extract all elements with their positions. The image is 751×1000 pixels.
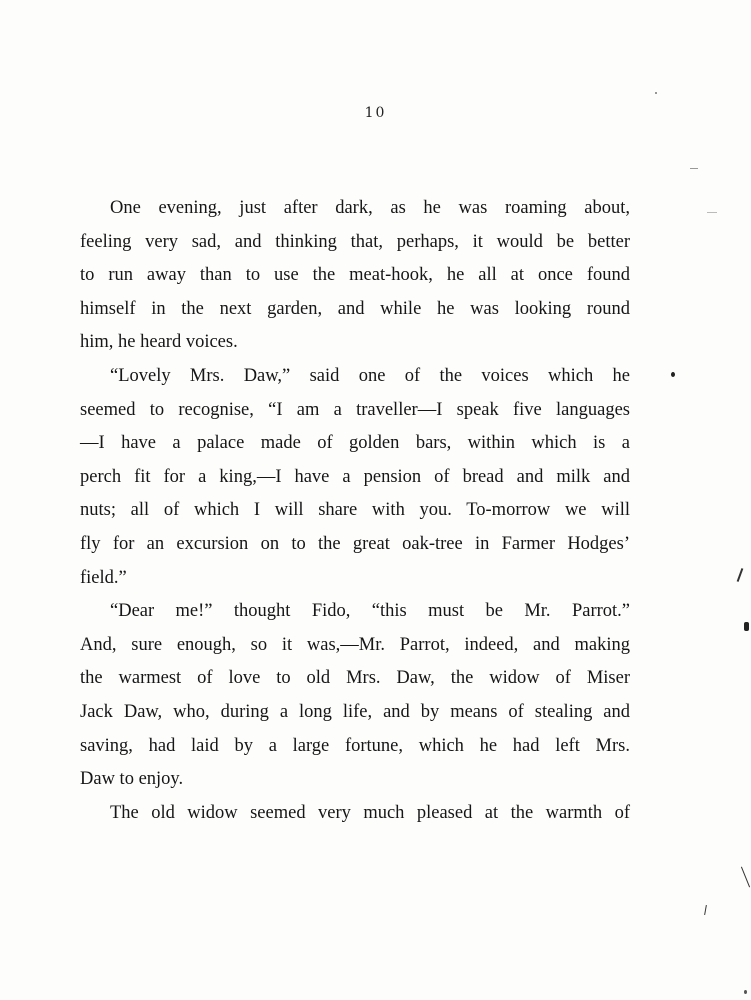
text-line: the warmest of love to old Mrs. Daw, the widow of Miser (80, 668, 630, 689)
scan-mark (741, 867, 750, 888)
page-number: 10 (364, 105, 387, 121)
text-line: “Lovely Mrs. Daw,” said one of the voices which he (110, 365, 630, 386)
scan-mark (690, 168, 698, 169)
text-line: field.” (80, 567, 127, 588)
text-line: —I have a palace made of golden bars, within which is a (80, 433, 630, 454)
scan-speck (671, 372, 675, 377)
body-text (80, 192, 630, 830)
text-line: feeling very sad, and thinking that, perhaps, it would be better (80, 231, 630, 252)
scan-speck (655, 92, 657, 94)
text-line: himself in the next garden, and while he was looking round (80, 298, 630, 319)
text-line: “Dear me!” thought Fido, “this must be Mr. Parrot.” (110, 601, 630, 622)
scan-mark (737, 568, 744, 582)
scan-speck (744, 990, 747, 994)
text-line: And, sure enough, so it was,—Mr. Parrot, indeed, and making (80, 634, 630, 655)
scan-speck (744, 622, 749, 631)
text-line: Daw to enjoy. (80, 769, 184, 790)
text-line: nuts; all of which I will share with you. To-morrow we will (80, 500, 630, 521)
text-line: fly for an excursion on to the great oak-tree in Farmer Hodges’ (80, 533, 630, 554)
text-line: One evening, just after dark, as he was roaming about, (110, 198, 630, 218)
text-line: him, he heard voices. (80, 332, 238, 353)
scan-mark (707, 212, 717, 213)
text-line: The old widow seemed very much pleased at the warmth of (110, 802, 630, 823)
text-line: saving, had laid by a large fortune, which he had left Mrs. (80, 735, 630, 756)
scan-mark (704, 905, 707, 915)
text-line: to run away than to use the meat-hook, he all at once found (80, 265, 630, 286)
text-line: Jack Daw, who, during a long life, and by means of stealing and (80, 701, 630, 722)
text-line: perch fit for a king,—I have a pension of bread and milk and (80, 466, 630, 487)
text-line: seemed to recognise, “I am a traveller—I speak five languages (80, 399, 630, 420)
